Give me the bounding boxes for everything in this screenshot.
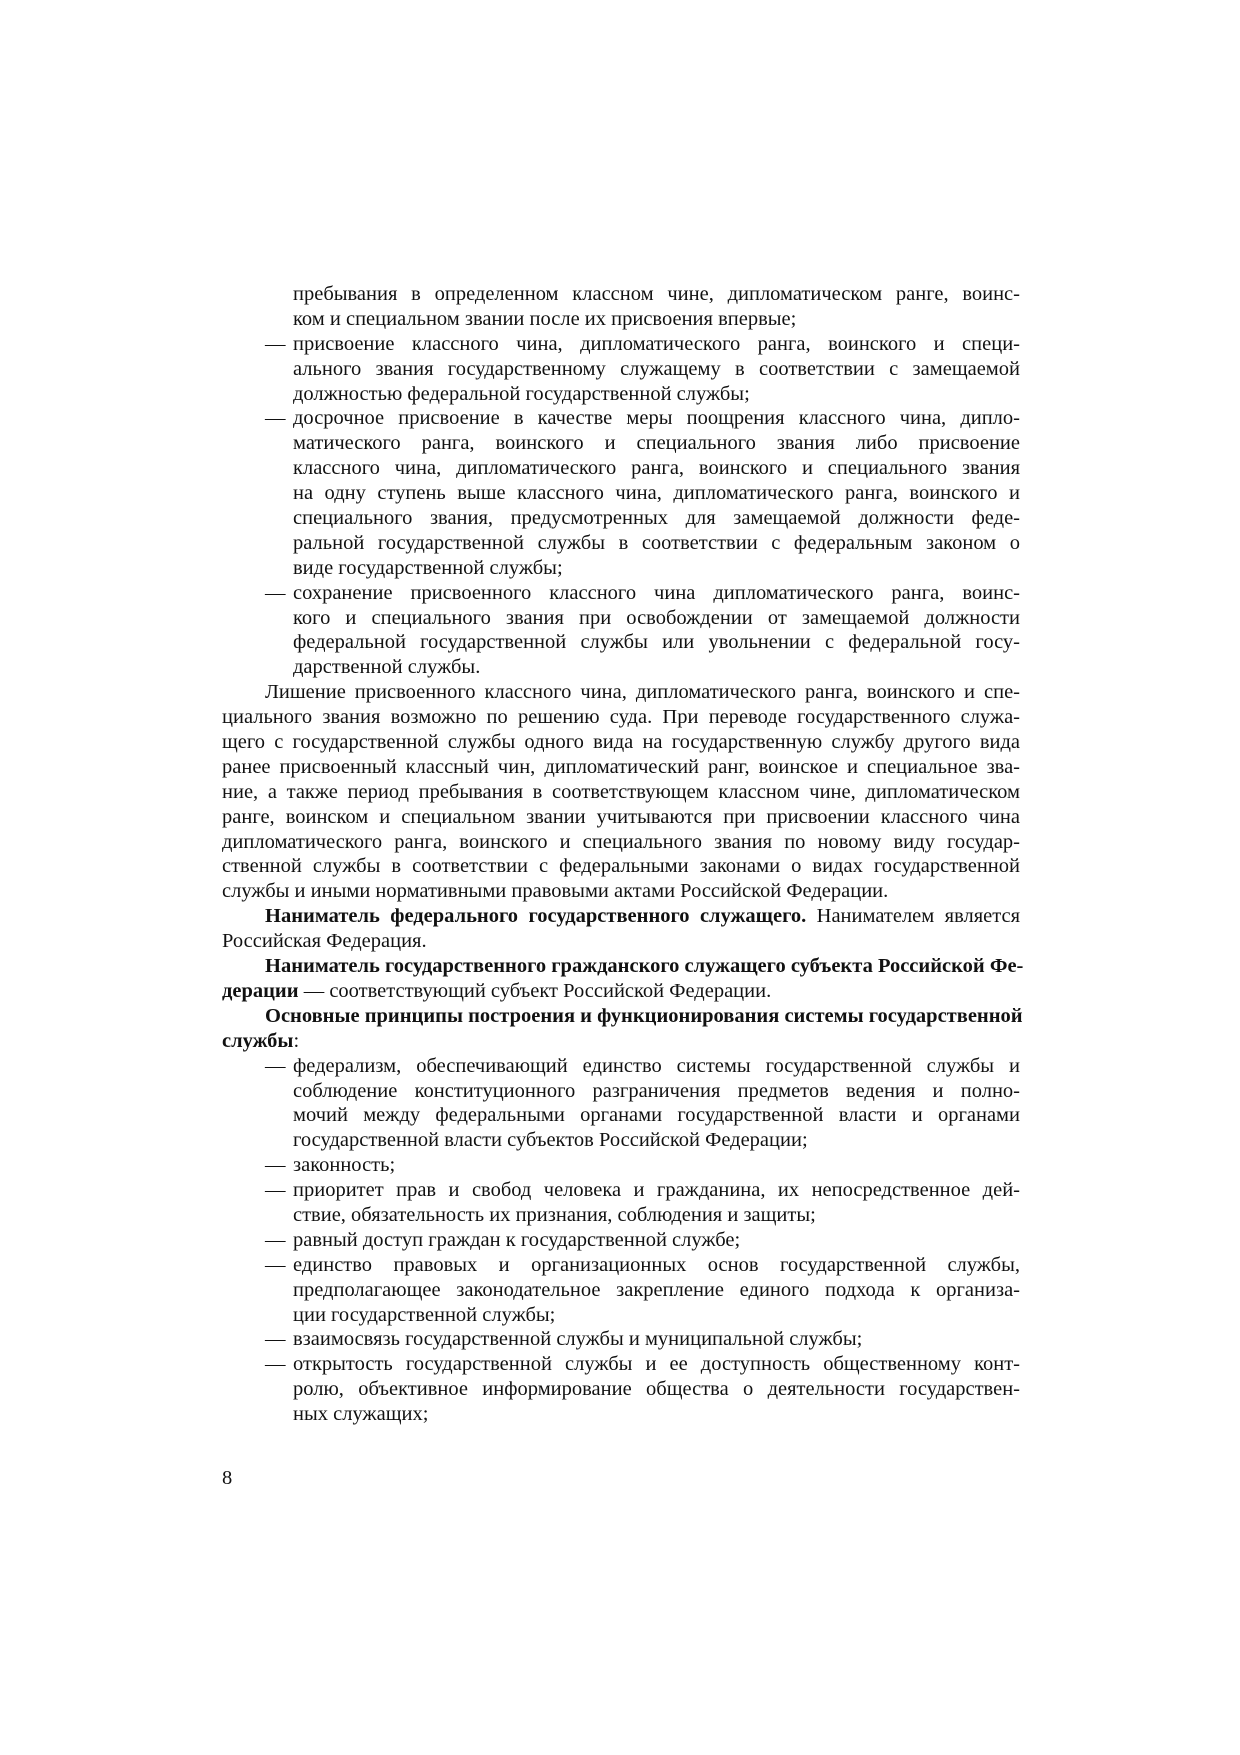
page-number: 8 xyxy=(222,1467,233,1489)
bold-term: дерации xyxy=(222,979,299,1002)
line-text xyxy=(265,1004,1023,1029)
text-line xyxy=(222,780,1020,805)
line-text: присвоение классного чина, дипломатического ранга, воинского и специ- xyxy=(293,332,1020,355)
text-line xyxy=(222,655,1020,680)
text-line xyxy=(222,730,1020,755)
text-line xyxy=(222,531,1020,556)
text-line xyxy=(222,1278,1020,1303)
list-item-line xyxy=(222,332,1020,357)
line-text: сохранение присвоенного классного чина дипломатического ранга, воинс- xyxy=(293,581,1020,604)
list-dash: — xyxy=(265,1328,286,1351)
text-line xyxy=(222,556,1020,581)
list-dash: — xyxy=(265,1253,286,1276)
line-text: взаимосвязь государственной службы и муниципальной службы; xyxy=(293,1328,863,1351)
text-line xyxy=(222,680,1020,705)
line-text: классного чина, дипломатического ранга, воинского и специального звания xyxy=(293,457,1020,480)
text-line xyxy=(222,1004,1023,1029)
line-text: должностью федеральной государственной службы; xyxy=(293,382,750,405)
text-line xyxy=(222,1029,1020,1054)
line-text: службы и иными нормативными правовыми актами Российской Федерации. xyxy=(222,880,889,903)
text-line xyxy=(222,357,1020,382)
text-line xyxy=(222,630,1020,655)
line-text: ком и специальном звании после их присвоения впервые; xyxy=(293,307,797,330)
line-text: ранее присвоенный классный чин, дипломатический ранг, воинское и специальное зва- xyxy=(222,755,1020,778)
line-text: государственной власти субъектов Российской Федерации; xyxy=(293,1129,808,1152)
list-dash: — xyxy=(265,1353,286,1376)
list-item-line xyxy=(222,1153,1020,1178)
text-line xyxy=(222,879,1020,904)
term-rest: : xyxy=(293,1029,300,1052)
text-line xyxy=(222,1103,1020,1128)
list-dash: — xyxy=(265,1054,286,1077)
line-text: мочий между федеральными органами государственной власти и органами xyxy=(293,1104,1020,1127)
line-text: федеральной государственной службы или увольнении с федеральной госу- xyxy=(293,631,1020,654)
line-text: приоритет прав и свобод человека и гражданина, их непосредственное дей- xyxy=(293,1179,1020,1202)
text-line xyxy=(222,282,1020,307)
list-item-line xyxy=(222,1352,1020,1377)
line-text: законность; xyxy=(293,1154,396,1177)
term-rest: — соответствующий субъект Российской Федерации. xyxy=(298,979,772,1002)
text-line xyxy=(222,1079,1020,1104)
line-text: предполагающее законодательное закрепление единого подхода к организа- xyxy=(293,1278,1020,1301)
text-line xyxy=(222,929,1020,954)
text-line xyxy=(222,830,1020,855)
list-item-line xyxy=(222,1054,1020,1079)
text-line xyxy=(222,456,1020,481)
line-text: на одну ступень выше классного чина, дипломатического ранга, воинского и xyxy=(293,482,1020,505)
line-text: циального звания возможно по решению суда. При переводе государственного служа- xyxy=(222,706,1020,729)
text-line xyxy=(222,904,1020,929)
line-text xyxy=(222,980,771,1002)
line-text: ролю, объективное информирование общества о деятельности государствен- xyxy=(293,1378,1020,1401)
line-text: ственной службы в соответствии с федеральными законами о видах государственной xyxy=(222,855,1020,878)
line-text: Лишение присвоенного классного чина, дипломатического ранга, воинского и спе- xyxy=(265,681,1020,704)
line-text: ствие, обязательность их признания, соблюдения и защиты; xyxy=(293,1203,816,1226)
line-text xyxy=(265,954,1024,979)
line-text: специального звания, предусмотренных для замещаемой должности феде- xyxy=(293,507,1020,530)
line-text: дипломатического ранга, воинского и специального звания по новому виду государ- xyxy=(222,830,1020,853)
text-line xyxy=(222,979,1020,1004)
line-text: единство правовых и организационных основ государственной службы, xyxy=(293,1253,1020,1276)
text-line xyxy=(222,805,1020,830)
line-text: федерализм, обеспечивающий единство системы государственной службы и xyxy=(293,1054,1020,1077)
bold-term: Основные принципы построения и функционирования системы государственной xyxy=(265,1004,1023,1027)
text-line xyxy=(222,854,1020,879)
list-dash: — xyxy=(265,332,286,355)
line-text: виде государственной службы; xyxy=(293,556,563,579)
text-line xyxy=(222,431,1020,456)
line-text: ние, а также период пребывания в соответствующем классном чине, дипломатическом xyxy=(222,780,1020,803)
line-text: дарственной службы. xyxy=(293,656,481,679)
text-line xyxy=(222,1128,1020,1153)
line-text: матического ранга, воинского и специального звания либо присвоение xyxy=(293,432,1020,455)
line-text: ных служащих; xyxy=(293,1403,429,1426)
text-line xyxy=(222,382,1020,407)
list-item-line xyxy=(222,1253,1020,1278)
list-dash: — xyxy=(265,1179,286,1202)
term-rest: Нанимателем является xyxy=(806,905,1020,928)
text-line xyxy=(222,606,1020,631)
list-item-line xyxy=(222,1178,1020,1203)
text-line xyxy=(222,1203,1020,1228)
list-item-line xyxy=(222,406,1020,431)
line-text: ральной государственной службы в соответствии с федеральным законом о xyxy=(293,531,1020,554)
bold-term: службы xyxy=(222,1029,294,1052)
line-text: пребывания в определенном классном чине, дипломатическом ранге, воинс- xyxy=(293,283,1020,305)
text-line xyxy=(222,954,1024,979)
text-line xyxy=(222,1377,1020,1402)
text-line xyxy=(222,1303,1020,1328)
line-text: равный доступ граждан к государственной службе; xyxy=(293,1228,741,1251)
line-text: соблюдение конституционного разграничения предметов ведения и полно- xyxy=(293,1079,1020,1102)
text-line xyxy=(222,481,1020,506)
text-line xyxy=(222,506,1020,531)
text-line xyxy=(222,1402,1020,1427)
line-text: открытость государственной службы и ее доступность общественному конт- xyxy=(293,1353,1020,1376)
line-text: ции государственной службы; xyxy=(293,1303,556,1326)
list-item-line xyxy=(222,1228,1020,1253)
line-text: Российская Федерация. xyxy=(222,930,427,953)
line-text: ального звания государственному служащему в соответствии с замещаемой xyxy=(293,357,1020,380)
line-text: досрочное присвоение в качестве меры поощрения классного чина, дипло- xyxy=(293,407,1020,430)
bold-term: Наниматель государственного гражданского служащего субъекта Российской Фе- xyxy=(265,955,1024,978)
text-line xyxy=(222,307,1020,332)
text-line xyxy=(222,755,1020,780)
list-item-line xyxy=(222,581,1020,606)
list-dash: — xyxy=(265,1154,286,1177)
list-item-line xyxy=(222,1327,1020,1352)
list-dash: — xyxy=(265,581,286,604)
list-dash: — xyxy=(265,1228,286,1251)
line-text: щего с государственной службы одного вида на государственную службу другого вида xyxy=(222,731,1020,754)
line-text: кого и специального звания при освобождении от замещаемой должности xyxy=(293,606,1020,629)
line-text xyxy=(265,904,1020,929)
list-dash: — xyxy=(265,407,286,430)
line-text xyxy=(222,1030,299,1052)
text-column xyxy=(222,282,1024,1427)
line-text: ранге, воинском и специальном звании учитываются при присвоении классного чина xyxy=(222,805,1020,828)
bold-term: Наниматель федерального государственного служащего. xyxy=(265,905,807,928)
text-line xyxy=(222,705,1020,730)
